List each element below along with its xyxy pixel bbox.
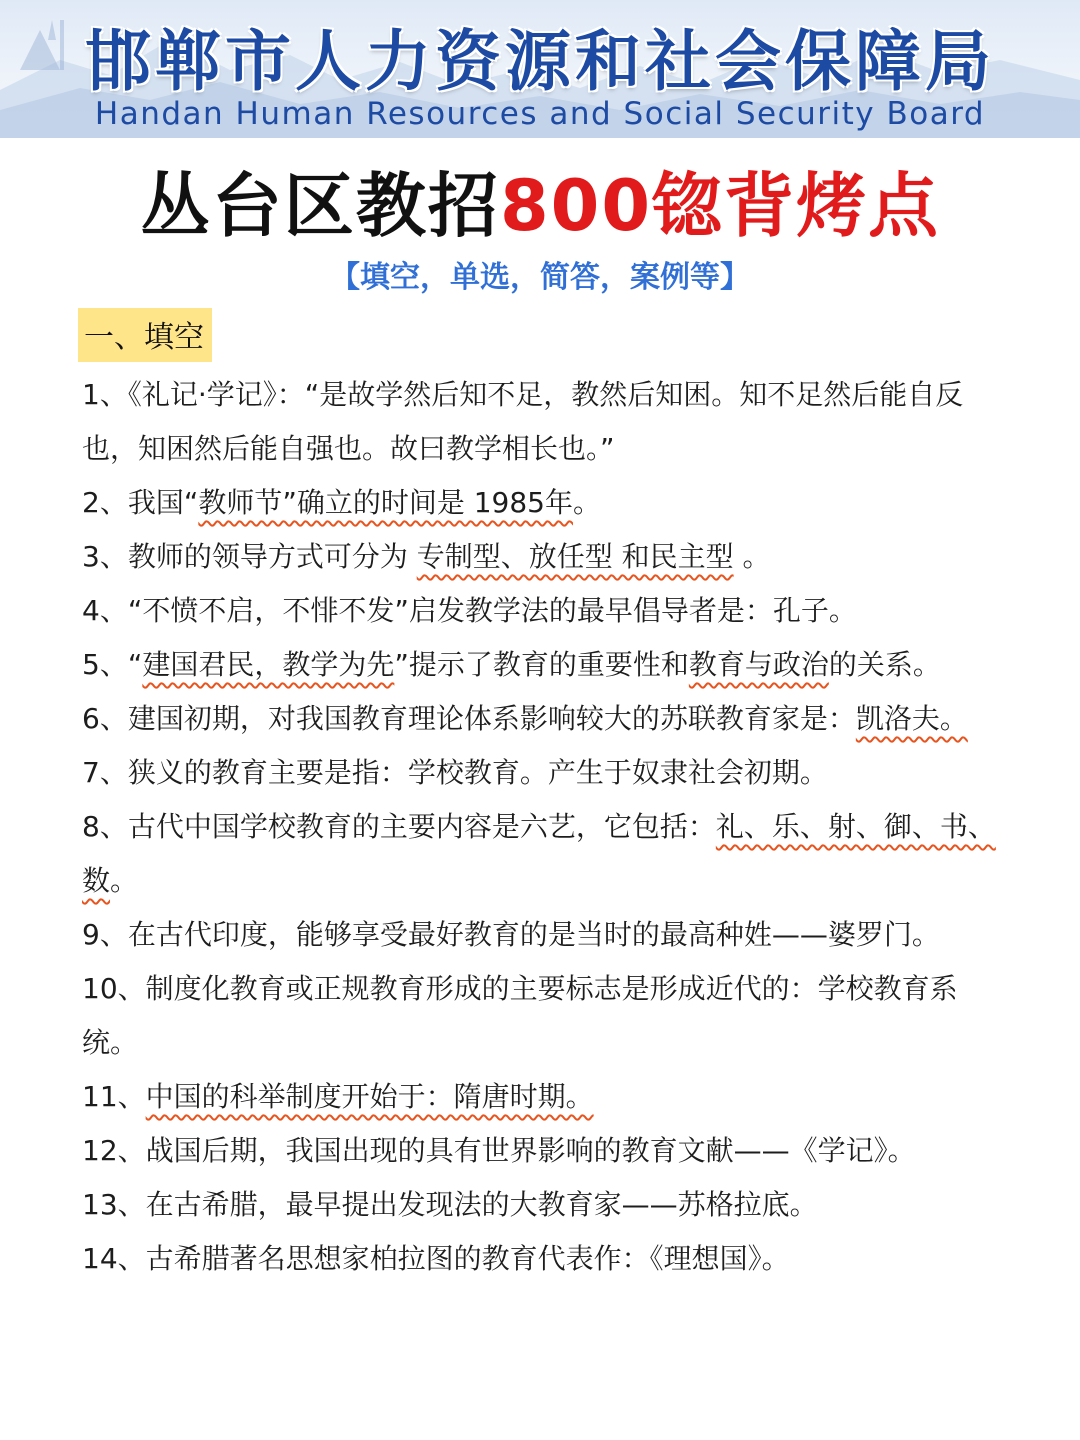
- page-title-black: 丛台区教招: [139, 165, 500, 247]
- list-item-2: [82, 476, 1002, 530]
- item-text: 11、: [82, 1080, 146, 1113]
- underlined-answer: 建国君民，教学为先: [142, 648, 395, 681]
- bureau-name-chinese: 邯郸市人力资源和社会保障局: [85, 22, 995, 100]
- header-banner: [0, 0, 1080, 138]
- list-item-11: [82, 1070, 1002, 1124]
- item-text: 7、狭义的教育主要是指：学校教育。产生于奴隶社会初期。: [82, 756, 828, 789]
- list-item-10: [82, 962, 1002, 1070]
- page-subtitle: 【填空，单选，简答，案例等】: [330, 260, 750, 295]
- item-text: 13、在古希腊，最早提出发现法的大教育家——苏格拉底。: [82, 1188, 818, 1221]
- underlined-answer: 专制型、放任型 和民主型: [416, 540, 734, 573]
- item-text: 1、《礼记·学记》：“是故学然后知不足，教然后知困。知不足然后能自反也，知困然后能自强也。故曰教学相长也。”: [82, 378, 964, 465]
- underlined-answer: 中国的科举制度开始于：隋唐时期。: [145, 1080, 594, 1113]
- item-text: 5、“: [82, 648, 143, 681]
- list-item-6: [82, 692, 1002, 746]
- fill-in-list: [82, 368, 1002, 1286]
- list-item-1: [82, 368, 1002, 476]
- section-heading: 一、填空: [78, 308, 212, 362]
- underlined-answer: 礼、乐、射、御、书、数: [82, 810, 996, 897]
- item-text: 6、建国初期，对我国教育理论体系影响较大的苏联教育家是：: [82, 702, 856, 735]
- underlined-answer: 凯洛夫。: [855, 702, 968, 735]
- list-item-8: [82, 800, 1002, 908]
- list-item-4: [82, 584, 1002, 638]
- item-text: ”提示了教育的重要性和: [394, 648, 689, 681]
- list-item-13: [82, 1178, 1002, 1232]
- item-text: 4、“不愤不启，不悱不发”启发教学法的最早倡导者是：孔子。: [82, 594, 857, 627]
- list-item-7: [82, 746, 1002, 800]
- list-item-14: [82, 1232, 1002, 1286]
- item-text: 的关系。: [828, 648, 941, 681]
- item-text: 14、古希腊著名思想家柏拉图的教育代表作：《理想国》。: [82, 1242, 790, 1275]
- item-text: 2、我国“: [82, 486, 199, 519]
- item-text: 9、在古代印度，能够享受最好教育的是当时的最高种姓——婆罗门。: [82, 918, 940, 951]
- item-text: 8、古代中国学校教育的主要内容是六艺，它包括：: [82, 810, 716, 843]
- list-item-9: [82, 908, 1002, 962]
- page-title-red: 800锪背烤点: [499, 165, 941, 247]
- item-text: 3、教师的领导方式可分为: [82, 540, 417, 573]
- item-text: 。: [110, 864, 139, 897]
- bureau-name-english: Handan Human Resources and Social Security Board: [94, 96, 986, 132]
- item-text: 12、战国后期，我国出现的具有世界影响的教育文献——《学记》。: [82, 1134, 916, 1167]
- item-text: 。: [573, 486, 602, 519]
- list-item-12: [82, 1124, 1002, 1178]
- underlined-answer: 教师节”确立的时间是 1985年: [198, 486, 573, 519]
- item-text: 。: [733, 540, 771, 573]
- underlined-answer: 教育与政治: [688, 648, 829, 681]
- list-item-3: [82, 530, 1002, 584]
- item-text: 10、制度化教育或正规教育形成的主要标志是形成近代的：学校教育系统。: [82, 972, 958, 1059]
- list-item-5: [82, 638, 1002, 692]
- page-title: [0, 150, 1080, 251]
